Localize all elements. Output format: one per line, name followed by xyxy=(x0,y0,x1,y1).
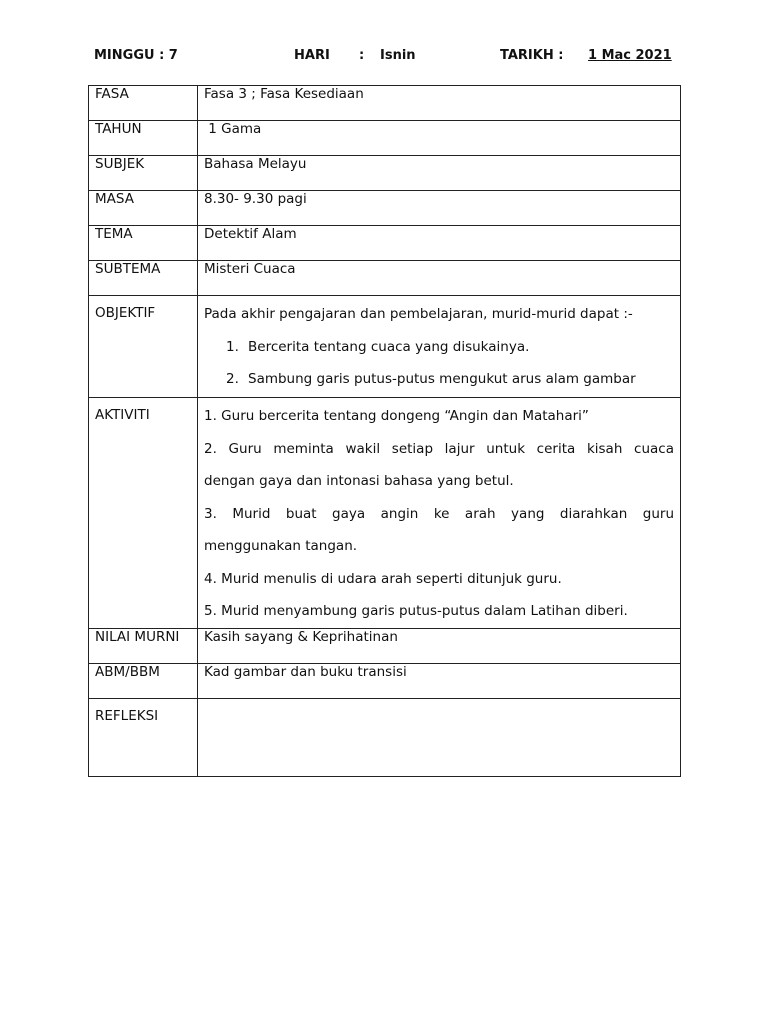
list-item xyxy=(204,363,674,395)
aktiviti-line: 5. Murid menyambung garis putus-putus dalam Latihan diberi. xyxy=(204,603,628,619)
row-value: Detektif Alam xyxy=(198,226,681,261)
row-value: Misteri Cuaca xyxy=(198,261,681,296)
item-text: Sambung garis putus-putus mengukut arus alam gambar xyxy=(248,370,636,387)
hari-separator: : xyxy=(359,48,365,63)
table-row-subjek xyxy=(89,156,681,191)
tarikh-value: 1 Mac 2021 xyxy=(588,48,672,63)
row-label: REFLEKSI xyxy=(89,698,198,776)
objektif-intro: Pada akhir pengajaran dan pembelajaran, murid-murid dapat :- xyxy=(204,306,633,322)
item-number: 1. xyxy=(226,338,239,355)
table-row-abm-bbm xyxy=(89,663,681,698)
hari-label: HARI xyxy=(294,48,330,63)
aktiviti-line: menggunakan tangan. xyxy=(204,538,358,554)
table-row-masa xyxy=(89,191,681,226)
row-label: SUBTEMA xyxy=(89,261,198,296)
list-item xyxy=(204,331,674,363)
table-row-fasa xyxy=(89,86,681,121)
row-label: FASA xyxy=(89,86,198,121)
aktiviti-cell xyxy=(198,398,681,629)
aktiviti-line: 2. Guru meminta wakil setiap lajur untuk cerita kisah cuaca xyxy=(204,440,674,457)
aktiviti-line: 3. Murid buat gaya angin ke arah yang diarahkan guru xyxy=(204,505,674,522)
row-value: Kad gambar dan buku transisi xyxy=(198,663,681,698)
table-row-refleksi xyxy=(89,698,681,776)
minggu-text: MINGGU : 7 xyxy=(94,48,178,63)
table-row-nilai-murni xyxy=(89,628,681,663)
row-label: TEMA xyxy=(89,226,198,261)
row-label: AKTIVITI xyxy=(89,398,198,629)
row-label: ABM/BBM xyxy=(89,663,198,698)
row-label: MASA xyxy=(89,191,198,226)
aktiviti-line: 4. Murid menulis di udara arah seperti ditunjuk guru. xyxy=(204,570,562,587)
row-value xyxy=(198,698,681,776)
row-value: 1 Gama xyxy=(198,121,681,156)
aktiviti-line: dengan gaya dan intonasi bahasa yang betul. xyxy=(204,473,514,489)
row-label: SUBJEK xyxy=(89,156,198,191)
aktiviti-line: 1. Guru bercerita tentang dongeng “Angin dan Matahari” xyxy=(204,408,589,424)
item-number: 2. xyxy=(226,370,239,387)
lesson-plan-table xyxy=(88,85,681,777)
row-value: Bahasa Melayu xyxy=(198,156,681,191)
table-row-objektif xyxy=(89,296,681,398)
table-row-subtema xyxy=(89,261,681,296)
table-row-tahun xyxy=(89,121,681,156)
row-label: TAHUN xyxy=(89,121,198,156)
tarikh-label: TARIKH : xyxy=(500,48,564,63)
objektif-cell xyxy=(198,296,681,398)
hari-value: Isnin xyxy=(380,48,416,63)
table-row-aktiviti xyxy=(89,398,681,629)
row-value: Fasa 3 ; Fasa Kesediaan xyxy=(198,86,681,121)
item-text: Bercerita tentang cuaca yang disukainya. xyxy=(248,338,530,355)
row-value: 8.30- 9.30 pagi xyxy=(198,191,681,226)
page-header xyxy=(0,48,768,70)
table-row-tema xyxy=(89,226,681,261)
row-value: Kasih sayang & Keprihatinan xyxy=(198,628,681,663)
row-label: NILAI MURNI xyxy=(89,628,198,663)
row-label: OBJEKTIF xyxy=(89,296,198,398)
